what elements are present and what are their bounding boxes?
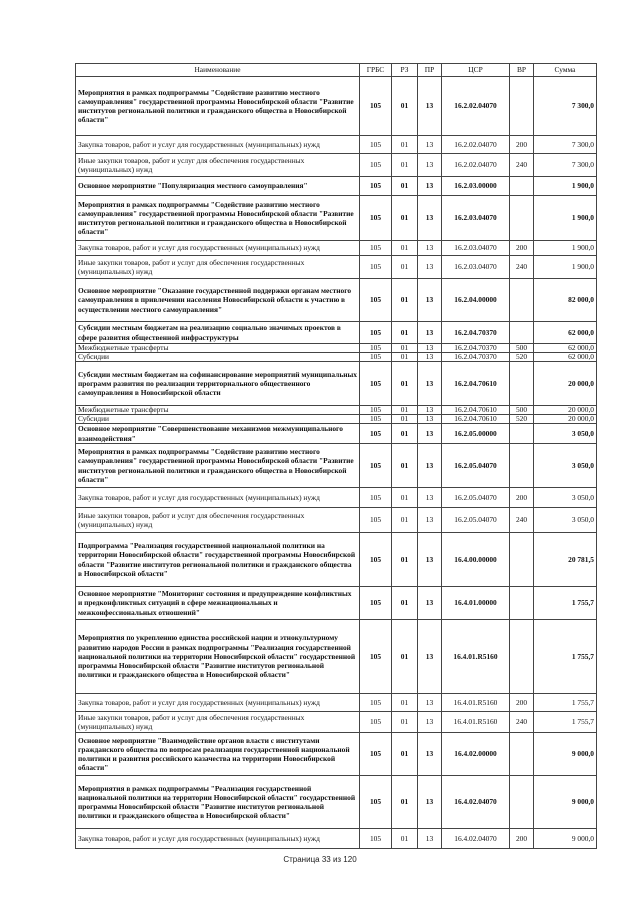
cell-csr: 16.2.04.70610: [442, 406, 510, 415]
cell-sum: 62 000,0: [534, 322, 597, 344]
cell-sum: 20 781,5: [534, 533, 597, 587]
table-row: [76, 415, 597, 424]
cell-grbs: 105: [360, 620, 392, 694]
cell-vr: 200: [510, 136, 534, 154]
cell-sum: 1 755,7: [534, 694, 597, 712]
cell-grbs: 105: [360, 694, 392, 712]
cell-rz: 01: [392, 444, 418, 488]
cell-vr: [510, 322, 534, 344]
cell-sum: 82 000,0: [534, 279, 597, 322]
cell-csr: 16.2.04.70370: [442, 353, 510, 362]
cell-grbs: 105: [360, 444, 392, 488]
cell-pr: 13: [418, 508, 442, 533]
cell-pr: 13: [418, 196, 442, 241]
cell-sum: 1 900,0: [534, 256, 597, 279]
cell-vr: 200: [510, 694, 534, 712]
page-number: Страница 33 из 120: [283, 855, 357, 864]
cell-pr: 13: [418, 154, 442, 177]
header-grbs: ГРБС: [360, 64, 392, 77]
cell-vr: [510, 444, 534, 488]
cell-rz: 01: [392, 587, 418, 620]
cell-name: Мероприятия в рамках подпрограммы "Содействие развитию местного самоуправления" государственной программы Новосибирской области "Развитие институтов региональной политики и гражданского общества в Новосибирской области": [76, 444, 360, 488]
cell-sum: 3 050,0: [534, 488, 597, 508]
cell-sum: 1 755,7: [534, 620, 597, 694]
cell-vr: 200: [510, 241, 534, 256]
cell-rz: 01: [392, 712, 418, 733]
table-body: [76, 77, 597, 849]
cell-pr: 13: [418, 362, 442, 406]
cell-rz: 01: [392, 279, 418, 322]
cell-pr: 13: [418, 444, 442, 488]
cell-sum: 1 755,7: [534, 712, 597, 733]
cell-sum: 7 300,0: [534, 136, 597, 154]
table-row: [76, 587, 597, 620]
cell-csr: 16.2.02.04070: [442, 136, 510, 154]
cell-sum: 9 000,0: [534, 776, 597, 829]
cell-csr: 16.2.04.70610: [442, 415, 510, 424]
cell-rz: 01: [392, 406, 418, 415]
table-row: [76, 533, 597, 587]
cell-csr: 16.2.03.00000: [442, 177, 510, 196]
cell-pr: 13: [418, 136, 442, 154]
cell-sum: 62 000,0: [534, 344, 597, 353]
cell-rz: 01: [392, 177, 418, 196]
cell-csr: 16.2.02.04070: [442, 77, 510, 136]
cell-pr: 13: [418, 712, 442, 733]
cell-csr: 16.2.04.00000: [442, 279, 510, 322]
cell-pr: 13: [418, 344, 442, 353]
cell-name: Закупка товаров, работ и услуг для государственных (муниципальных) нужд: [76, 694, 360, 712]
cell-csr: 16.4.01.00000: [442, 587, 510, 620]
cell-rz: 01: [392, 136, 418, 154]
cell-name: Основное мероприятие "Совершенствование механизмов межмуниципального взаимодействия": [76, 424, 360, 444]
cell-pr: 13: [418, 241, 442, 256]
cell-sum: 3 050,0: [534, 424, 597, 444]
cell-csr: 16.4.01.R5160: [442, 694, 510, 712]
cell-grbs: 105: [360, 776, 392, 829]
table-row: [76, 279, 597, 322]
table-row: [76, 488, 597, 508]
cell-csr: 16.2.04.70610: [442, 362, 510, 406]
cell-rz: 01: [392, 154, 418, 177]
cell-vr: [510, 587, 534, 620]
cell-sum: 9 000,0: [534, 733, 597, 776]
cell-pr: 13: [418, 620, 442, 694]
cell-rz: 01: [392, 77, 418, 136]
cell-name: Субсидии: [76, 353, 360, 362]
cell-csr: 16.2.03.04070: [442, 196, 510, 241]
cell-sum: 1 900,0: [534, 177, 597, 196]
cell-name: Субсидии местным бюджетам на софинансирование мероприятий муниципальных программ развития по реализации территориального общественного самоуправления в Новосибирской области: [76, 362, 360, 406]
cell-vr: [510, 533, 534, 587]
cell-rz: 01: [392, 344, 418, 353]
cell-pr: 13: [418, 733, 442, 776]
cell-pr: 13: [418, 415, 442, 424]
cell-name: Субсидии местным бюджетам на реализацию социально значимых проектов в сфере развития общественной инфраструктуры: [76, 322, 360, 344]
table-row: [76, 620, 597, 694]
cell-grbs: 105: [360, 256, 392, 279]
cell-csr: 16.2.05.00000: [442, 424, 510, 444]
cell-vr: [510, 77, 534, 136]
cell-pr: 13: [418, 353, 442, 362]
cell-csr: 16.4.01.R5160: [442, 712, 510, 733]
cell-name: Мероприятия в рамках подпрограммы "Реализация государственной национальной политики на территории Новосибирской области" государственной программы Новосибирской области "Развитие институтов региональной политики и гражданского общества в Новосибирской области": [76, 776, 360, 829]
cell-sum: 9 000,0: [534, 829, 597, 849]
table-row: [76, 322, 597, 344]
cell-sum: 1 900,0: [534, 241, 597, 256]
cell-vr: [510, 196, 534, 241]
table-row: [76, 694, 597, 712]
cell-rz: 01: [392, 776, 418, 829]
cell-vr: 240: [510, 712, 534, 733]
cell-name: Межбюджетные трансферты: [76, 406, 360, 415]
cell-csr: 16.2.05.04070: [442, 488, 510, 508]
cell-csr: 16.2.05.04070: [442, 508, 510, 533]
cell-rz: 01: [392, 241, 418, 256]
table-row: [76, 712, 597, 733]
header-sum: Сумма: [534, 64, 597, 77]
cell-pr: 13: [418, 406, 442, 415]
cell-vr: [510, 776, 534, 829]
table-row: [76, 776, 597, 829]
header-rz: РЗ: [392, 64, 418, 77]
cell-grbs: 105: [360, 362, 392, 406]
cell-name: Межбюджетные трансферты: [76, 344, 360, 353]
table-row: [76, 829, 597, 849]
cell-sum: 20 000,0: [534, 362, 597, 406]
cell-rz: 01: [392, 508, 418, 533]
cell-rz: 01: [392, 322, 418, 344]
cell-vr: [510, 733, 534, 776]
table-header-row: [76, 64, 597, 77]
table-row: [76, 77, 597, 136]
cell-rz: 01: [392, 256, 418, 279]
cell-grbs: 105: [360, 508, 392, 533]
cell-vr: 240: [510, 154, 534, 177]
table-row: [76, 241, 597, 256]
cell-name: Иные закупки товаров, работ и услуг для обеспечения государственных (муниципальных) нужд: [76, 508, 360, 533]
cell-csr: 16.2.04.70370: [442, 322, 510, 344]
cell-rz: 01: [392, 424, 418, 444]
cell-name: Мероприятия по укреплению единства российской нации и этнокультурному развитию народов России в рамках подпрограммы "Реализация государственной национальной политики на территории Новосибирской области" государственной программы Новосибирской области "Развитие институтов региональной политики и гражданского общества в Новосибирской области": [76, 620, 360, 694]
cell-vr: [510, 620, 534, 694]
cell-sum: 1 755,7: [534, 587, 597, 620]
cell-grbs: 105: [360, 829, 392, 849]
cell-vr: [510, 362, 534, 406]
cell-name: Закупка товаров, работ и услуг для государственных (муниципальных) нужд: [76, 829, 360, 849]
cell-grbs: 105: [360, 77, 392, 136]
table-row: [76, 362, 597, 406]
cell-name: Иные закупки товаров, работ и услуг для обеспечения государственных (муниципальных) нужд: [76, 712, 360, 733]
table-row: [76, 136, 597, 154]
cell-grbs: 105: [360, 196, 392, 241]
cell-vr: 200: [510, 829, 534, 849]
cell-pr: 13: [418, 177, 442, 196]
cell-vr: [510, 177, 534, 196]
cell-rz: 01: [392, 488, 418, 508]
header-csr: ЦСР: [442, 64, 510, 77]
table-row: [76, 353, 597, 362]
cell-rz: 01: [392, 733, 418, 776]
cell-sum: 20 000,0: [534, 406, 597, 415]
table-row: [76, 196, 597, 241]
cell-csr: 16.4.00.00000: [442, 533, 510, 587]
cell-grbs: 105: [360, 177, 392, 196]
cell-name: Основное мероприятие "Мониторинг состояния и предупреждение конфликтных и предконфликтных ситуаций в сфере межнациональных и межконфессиональных отношений": [76, 587, 360, 620]
cell-grbs: 105: [360, 136, 392, 154]
cell-grbs: 105: [360, 344, 392, 353]
cell-vr: 520: [510, 353, 534, 362]
cell-rz: 01: [392, 415, 418, 424]
cell-rz: 01: [392, 353, 418, 362]
header-name: Наименование: [76, 64, 360, 77]
cell-sum: 1 900,0: [534, 196, 597, 241]
table-row: [76, 256, 597, 279]
cell-vr: [510, 424, 534, 444]
table-row: [76, 344, 597, 353]
cell-csr: 16.2.03.04070: [442, 241, 510, 256]
cell-grbs: 105: [360, 353, 392, 362]
cell-name: Иные закупки товаров, работ и услуг для обеспечения государственных (муниципальных) нужд: [76, 154, 360, 177]
cell-grbs: 105: [360, 322, 392, 344]
cell-sum: 20 000,0: [534, 415, 597, 424]
cell-csr: 16.4.02.04070: [442, 829, 510, 849]
cell-pr: 13: [418, 587, 442, 620]
cell-pr: 13: [418, 256, 442, 279]
cell-grbs: 105: [360, 587, 392, 620]
cell-pr: 13: [418, 322, 442, 344]
cell-name: Основное мероприятие "Популяризация местного самоуправления": [76, 177, 360, 196]
cell-pr: 13: [418, 776, 442, 829]
cell-rz: 01: [392, 533, 418, 587]
cell-sum: 3 050,0: [534, 444, 597, 488]
cell-name: Закупка товаров, работ и услуг для государственных (муниципальных) нужд: [76, 136, 360, 154]
cell-pr: 13: [418, 829, 442, 849]
cell-vr: [510, 279, 534, 322]
table-row: [76, 154, 597, 177]
cell-grbs: 105: [360, 406, 392, 415]
cell-csr: 16.2.03.04070: [442, 256, 510, 279]
cell-grbs: 105: [360, 241, 392, 256]
cell-grbs: 105: [360, 733, 392, 776]
cell-vr: 500: [510, 344, 534, 353]
cell-name: Субсидии: [76, 415, 360, 424]
cell-sum: 62 000,0: [534, 353, 597, 362]
cell-rz: 01: [392, 694, 418, 712]
cell-sum: 3 050,0: [534, 508, 597, 533]
table-row: [76, 177, 597, 196]
cell-grbs: 105: [360, 279, 392, 322]
cell-name: Закупка товаров, работ и услуг для государственных (муниципальных) нужд: [76, 241, 360, 256]
cell-name: Основное мероприятие "Оказание государственной поддержки органам местного самоуправления в привлечении населения Новосибирской области к участию в осуществлении местного самоуправления": [76, 279, 360, 322]
cell-name: Подпрограмма "Реализация государственной национальной политики на территории Новосибирской области" государственной программы Новосибирской области "Развитие институтов региональной политики и гражданского общества в Новосибирской области": [76, 533, 360, 587]
cell-pr: 13: [418, 533, 442, 587]
cell-grbs: 105: [360, 533, 392, 587]
table-row: [76, 508, 597, 533]
cell-pr: 13: [418, 77, 442, 136]
cell-name: Иные закупки товаров, работ и услуг для обеспечения государственных (муниципальных) нужд: [76, 256, 360, 279]
header-pr: ПР: [418, 64, 442, 77]
cell-pr: 13: [418, 488, 442, 508]
cell-name: Закупка товаров, работ и услуг для государственных (муниципальных) нужд: [76, 488, 360, 508]
cell-csr: 16.4.02.04070: [442, 776, 510, 829]
cell-vr: 200: [510, 488, 534, 508]
cell-vr: 240: [510, 256, 534, 279]
table-row: [76, 444, 597, 488]
cell-csr: 16.2.02.04070: [442, 154, 510, 177]
cell-grbs: 105: [360, 424, 392, 444]
cell-csr: 16.2.04.70370: [442, 344, 510, 353]
cell-rz: 01: [392, 362, 418, 406]
cell-grbs: 105: [360, 415, 392, 424]
cell-name: Мероприятия в рамках подпрограммы "Содействие развитию местного самоуправления" государственной программы Новосибирской области "Развитие институтов региональной политики и гражданского общества в Новосибирской области": [76, 196, 360, 241]
cell-sum: 7 300,0: [534, 77, 597, 136]
cell-csr: 16.2.05.04070: [442, 444, 510, 488]
cell-sum: 7 300,0: [534, 154, 597, 177]
cell-pr: 13: [418, 424, 442, 444]
cell-vr: 240: [510, 508, 534, 533]
cell-grbs: 105: [360, 712, 392, 733]
cell-rz: 01: [392, 620, 418, 694]
cell-grbs: 105: [360, 154, 392, 177]
cell-csr: 16.4.02.00000: [442, 733, 510, 776]
cell-name: Мероприятия в рамках подпрограммы "Содействие развитию местного самоуправления" государственной программы Новосибирской области "Развитие институтов региональной политики и гражданского общества в Новосибирской области": [76, 77, 360, 136]
budget-table: [75, 63, 597, 849]
cell-vr: 500: [510, 406, 534, 415]
cell-csr: 16.4.01.R5160: [442, 620, 510, 694]
table-row: [76, 424, 597, 444]
header-vr: ВР: [510, 64, 534, 77]
cell-rz: 01: [392, 829, 418, 849]
table-row: [76, 406, 597, 415]
table-row: [76, 733, 597, 776]
cell-pr: 13: [418, 694, 442, 712]
cell-grbs: 105: [360, 488, 392, 508]
cell-pr: 13: [418, 279, 442, 322]
cell-vr: 520: [510, 415, 534, 424]
cell-name: Основное мероприятие "Взаимодействие органов власти с институтами гражданского общества по вопросам реализации государственной национальной политики и развития российского казачества на территории Новосибирской области": [76, 733, 360, 776]
cell-rz: 01: [392, 196, 418, 241]
